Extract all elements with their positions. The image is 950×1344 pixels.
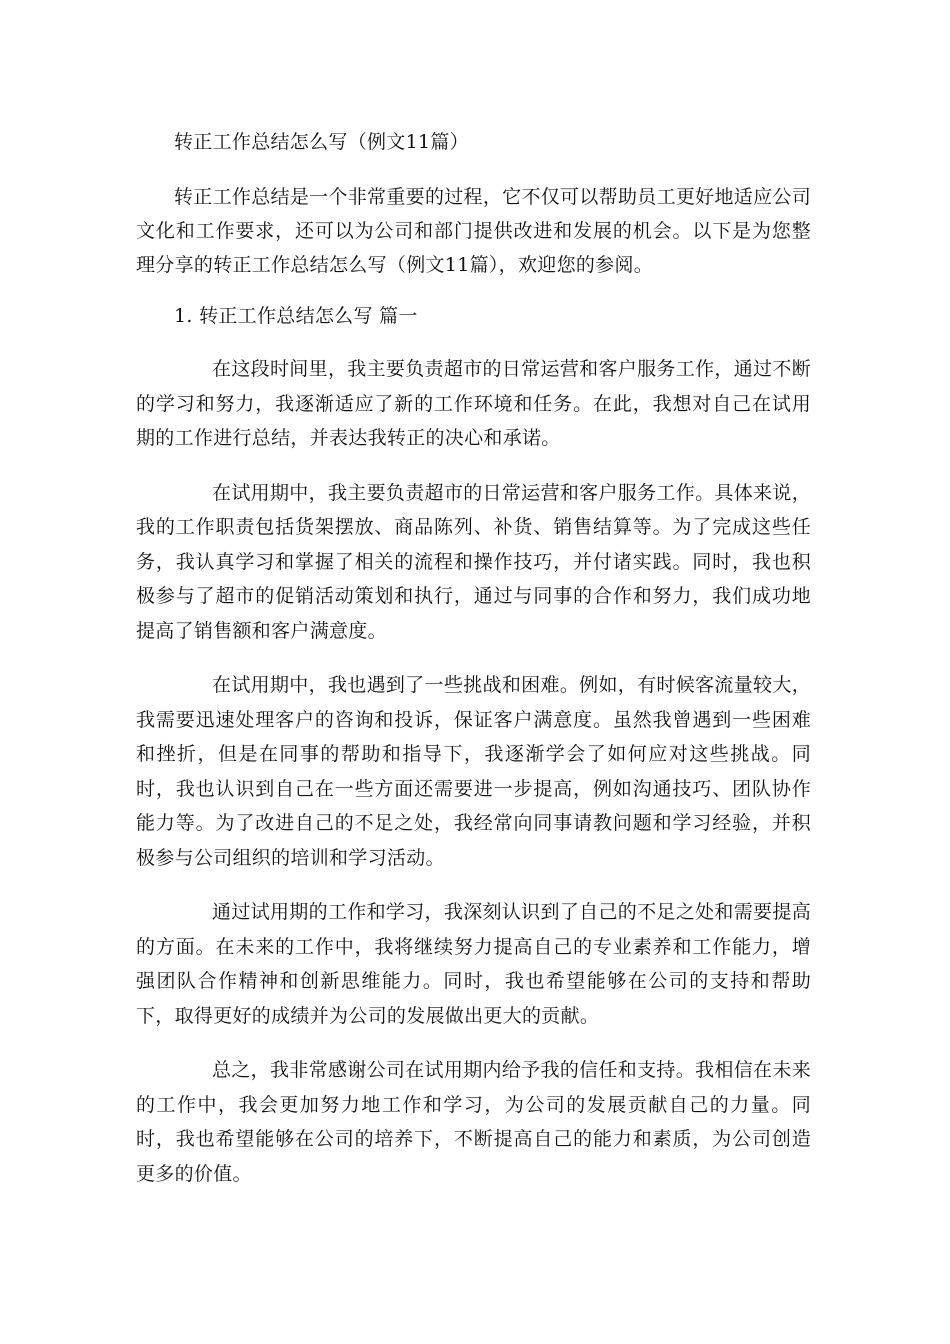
document-title: 转正工作总结怎么写（例文11篇）	[174, 131, 469, 153]
body-paragraph-3: 在试用期中，我也遇到了一些挑战和困难。例如，有时候客流量较大，我需要迅速处理客户的咨询和投诉，保证客户满意度。虽然我曾遇到一些困难和挫折，但是在同事的帮助和指导下，我逐渐学会了如何应对这些挑战。同时，我也认识到自己在一些方面还需要进一步提高，例如沟通技巧、团队协作能力等。为了改进自己的不足之处，我经常向同事请教问题和学习经验，并积极参与公司组织的培训和学习活动。	[136, 674, 811, 869]
body-paragraph-1: 在这段时间里，我主要负责超市的日常运营和客户服务工作，通过不断的学习和努力，我逐渐适应了新的工作环境和任务。在此，我想对自己在试用期的工作进行总结，并表达我转正的决心和承诺。	[136, 358, 811, 449]
intro-paragraph: 转正工作总结是一个非常重要的过程，它不仅可以帮助员工更好地适应公司文化和工作要求，还可以为公司和部门提供改进和发展的机会。以下是为您整理分享的转正工作总结怎么写（例文11篇），欢迎您的参阅。	[136, 186, 811, 276]
body-paragraph-4: 通过试用期的工作和学习，我深刻认识到了自己的不足之处和需要提高的方面。在未来的工作中，我将继续努力提高自己的专业素养和工作能力，增强团队合作精神和创新思维能力。同时，我也希望能够在公司的支持和帮助下，取得更好的成绩并为公司的发展做出更大的贡献。	[136, 901, 811, 1027]
body-paragraph-2: 在试用期中，我主要负责超市的日常运营和客户服务工作。具体来说，我的工作职责包括货架摆放、商品陈列、补货、销售结算等。为了完成这些任务，我认真学习和掌握了相关的流程和操作技巧，并付诸实践。同时，我也积极参与了超市的促销活动策划和执行，通过与同事的合作和努力，我们成功地提高了销售额和客户满意度。	[136, 481, 811, 642]
section-heading: 1. 转正工作总结怎么写 篇一	[174, 305, 418, 327]
document-page	[136, 128, 811, 1211]
body-paragraph-5: 总之，我非常感谢公司在试用期内给予我的信任和支持。我相信在未来的工作中，我会更加努力地工作和学习，为公司的发展贡献自己的力量。同时，我也希望能够在公司的培养下，不断提高自己的能力和素质，为公司创造更多的价值。	[136, 1059, 811, 1185]
